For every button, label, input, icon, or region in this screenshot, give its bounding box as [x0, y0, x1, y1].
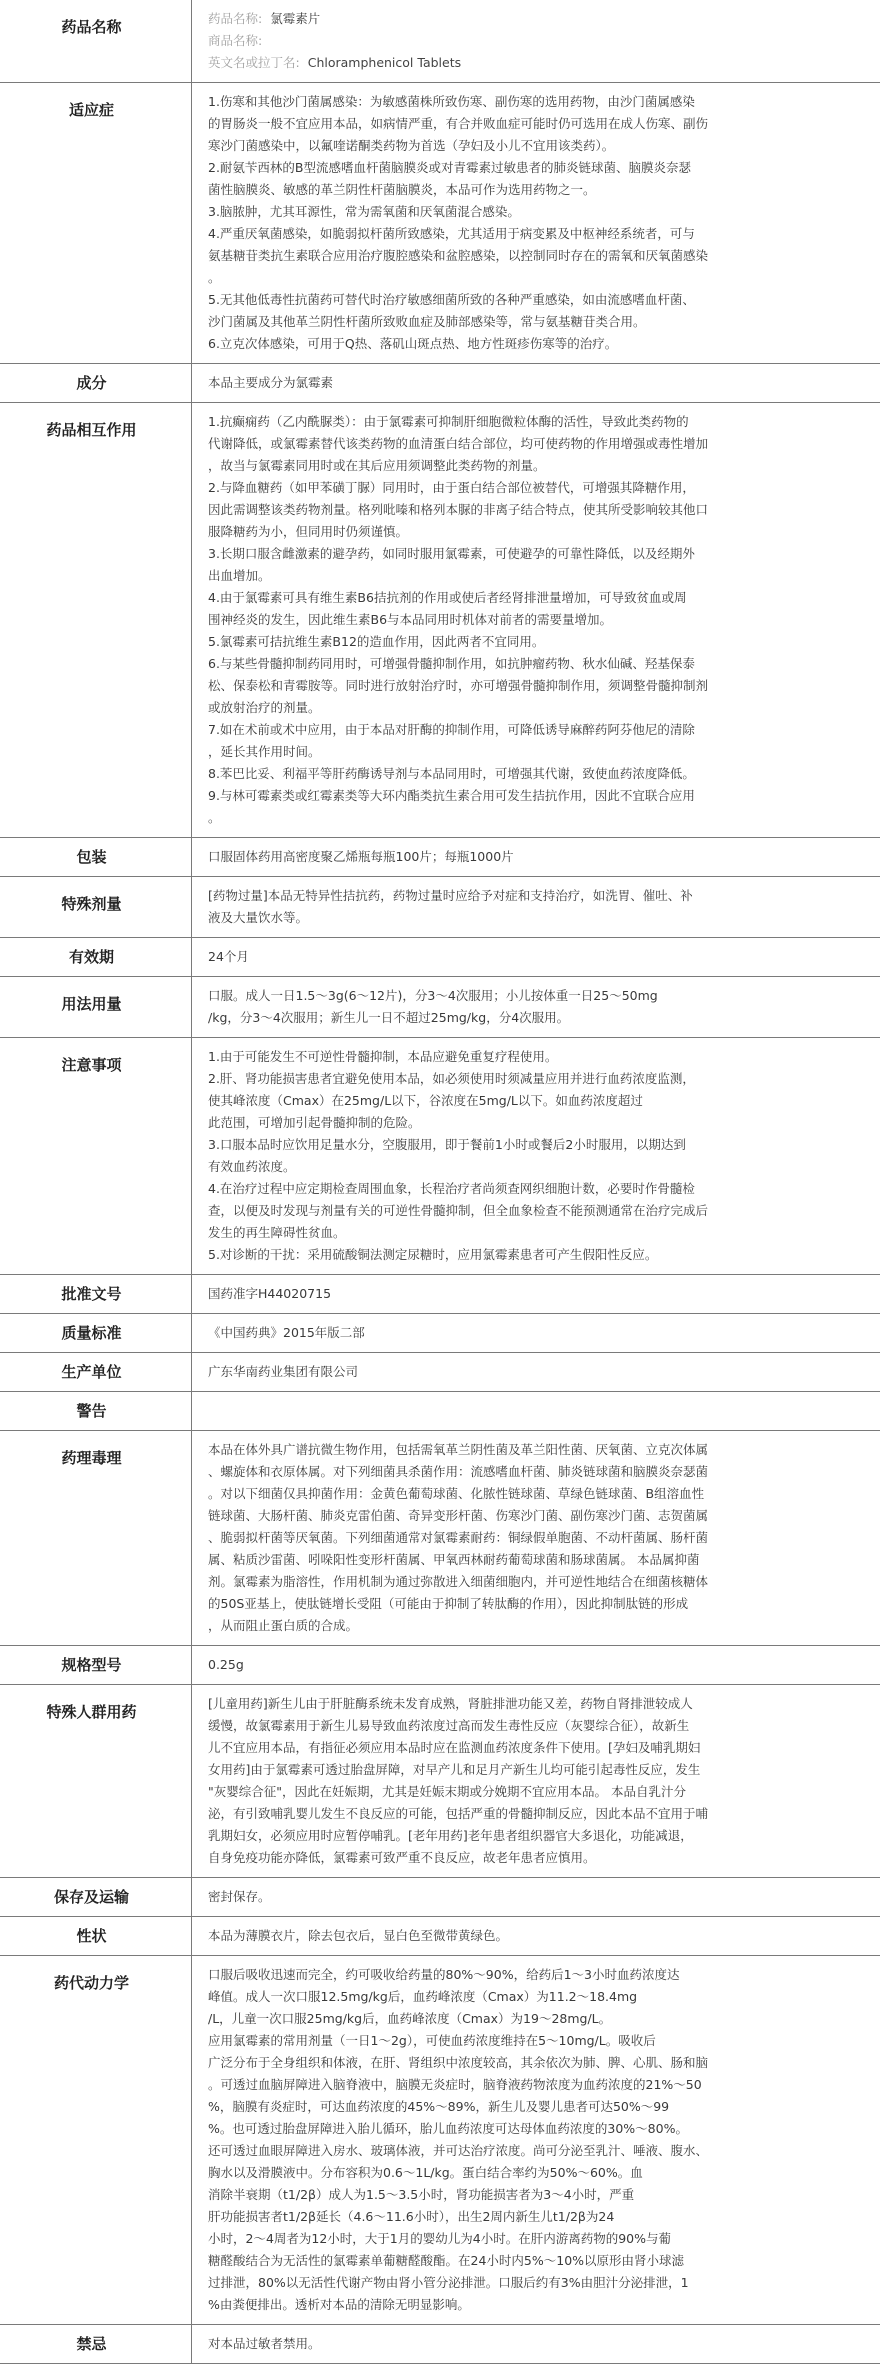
row-label: 药理毒理 — [0, 1431, 192, 1646]
text-line: 糖醛酸结合为无活性的氯霉素单葡糖醛酸酯。在24小时内5%～10%以原形由肾小球滤 — [208, 2250, 866, 2272]
row-value — [192, 1956, 880, 2325]
text-line: 应用氯霉素的常用剂量（一日1～2g），可使血药浓度维持在5～10mg/L。吸收后 — [208, 2030, 866, 2052]
text-line: 胸水以及滑膜液中。分布容积为0.6～1L/kg。蛋白结合率约为50%～60%。血 — [208, 2162, 866, 2184]
text-line: 女用药]由于氯霉素可透过胎盘屏障，对早产儿和足月产新生儿均可能引起毒性反应，发生 — [208, 1759, 866, 1781]
row-warning — [0, 1392, 880, 1431]
row-value — [192, 403, 880, 838]
text-line: 小时，2～4周者为12小时，大于1月的婴幼儿为4小时。在肝内游离药物的90%与葡 — [208, 2228, 866, 2250]
row-label: 生产单位 — [0, 1353, 192, 1392]
row-value — [192, 1392, 880, 1431]
text-line: 5.对诊断的干扰：采用硫酸铜法测定尿糖时，应用氯霉素患者可产生假阳性反应。 — [208, 1244, 866, 1266]
row-value: 口服固体药用高密度聚乙烯瓶每瓶100片；每瓶1000片 — [192, 838, 880, 877]
text-line: 缓慢，故氯霉素用于新生儿易导致血药浓度过高而发生毒性反应（灰婴综合征），故新生 — [208, 1715, 866, 1737]
text-line: 1.抗癫痫药（乙内酰脲类）：由于氯霉素可抑制肝细胞微粒体酶的活性，导致此类药物的 — [208, 411, 866, 433]
text-line: 肝功能损害者t1/2β延长（4.6～11.6小时），出生2周内新生儿t1/2β为24 — [208, 2206, 866, 2228]
row-value: 广东华南药业集团有限公司 — [192, 1353, 880, 1392]
row-label: 质量标准 — [0, 1314, 192, 1353]
row-package — [0, 838, 880, 877]
text-line: %。也可透过胎盘屏障进入胎儿循环，胎儿血药浓度可达母体血药浓度的30%～80%。 — [208, 2118, 866, 2140]
text-line: 有效血药浓度。 — [208, 1156, 866, 1178]
text-line: 。对以下细菌仅具抑菌作用：金黄色葡萄球菌、化脓性链球菌、草绿色链球菌、B组溶血性 — [208, 1483, 866, 1505]
row-special-population — [0, 1685, 880, 1878]
row-pharmacology — [0, 1431, 880, 1646]
row-manufacturer — [0, 1353, 880, 1392]
row-indication — [0, 83, 880, 364]
text-line: 5.无其他低毒性抗菌药可替代时治疗敏感细菌所致的各种严重感染，如由流感嗜血杆菌、 — [208, 289, 866, 311]
text-line: 使其峰浓度（Cmax）在25mg/L以下，谷浓度在5mg/L以下。如血药浓度超过 — [208, 1090, 866, 1112]
row-interactions — [0, 403, 880, 838]
text-line: 发生的再生障碍性贫血。 — [208, 1222, 866, 1244]
text-line: 链球菌、大肠杆菌、肺炎克雷伯菌、奇异变形杆菌、伤寒沙门菌、副伤寒沙门菌、志贺菌属 — [208, 1505, 866, 1527]
text-line: 8.苯巴比妥、利福平等肝药酶诱导剂与本品同用时，可增强其代谢，致使血药浓度降低。 — [208, 763, 866, 785]
text-line: 1.由于可能发生不可逆性骨髓抑制，本品应避免重复疗程使用。 — [208, 1046, 866, 1068]
row-properties — [0, 1917, 880, 1956]
text-line: 9.与林可霉素类或红霉素类等大环内酯类抗生素合用可发生拮抗作用，因此不宜联合应用 — [208, 785, 866, 807]
text-line: 属、粘质沙雷菌、吲哚阳性变形杆菌属、甲氧西林耐药葡萄球菌和肠球菌属。 本品属抑菌 — [208, 1549, 866, 1571]
row-label: 药代动力学 — [0, 1956, 192, 2325]
text-line: 。可透过血脑屏障进入脑脊液中，脑膜无炎症时，脑脊液药物浓度为血药浓度的21%～50 — [208, 2074, 866, 2096]
text-line: 或放射治疗的剂量。 — [208, 697, 866, 719]
text-line: 剂。氯霉素为脂溶性，作用机制为通过弥散进入细菌细胞内，并可逆性地结合在细菌核糖体 — [208, 1571, 866, 1593]
row-pharmacokinetics — [0, 1956, 880, 2325]
text-line: 氨基糖苷类抗生素联合应用治疗腹腔感染和盆腔感染，以控制同时存在的需氧和厌氧菌感染 — [208, 245, 866, 267]
text-line: ，延长其作用时间。 — [208, 741, 866, 763]
row-label: 警告 — [0, 1392, 192, 1431]
row-validity — [0, 938, 880, 977]
text-line: 、脆弱拟杆菌等厌氧菌。下列细菌通常对氯霉素耐药：铜绿假单胞菌、不动杆菌属、肠杆菌 — [208, 1527, 866, 1549]
text-line: 本品在体外具广谱抗微生物作用，包括需氧革兰阴性菌及革兰阳性菌、厌氧菌、立克次体属 — [208, 1439, 866, 1461]
text-line: 4.在治疗过程中应定期检查周围血象，长程治疗者尚须查网织细胞计数，必要时作骨髓检 — [208, 1178, 866, 1200]
row-label: 规格型号 — [0, 1646, 192, 1685]
row-value: 《中国药典》2015年版二部 — [192, 1314, 880, 1353]
text-line: 儿不宜应用本品，有指征必须应用本品时应在监测血药浓度条件下使用。[孕妇及哺乳期妇 — [208, 1737, 866, 1759]
row-label: 保存及运输 — [0, 1878, 192, 1917]
text-line: 服降糖药为小，但同用时仍须谨慎。 — [208, 521, 866, 543]
row-label: 特殊人群用药 — [0, 1685, 192, 1878]
text-line: 围神经炎的发生，因此维生素B6与本品同用时机体对前者的需要量增加。 — [208, 609, 866, 631]
text-line: 寒沙门菌感染中，以氟喹诺酮类药物为首选（孕妇及小儿不宜用该类药）。 — [208, 135, 866, 157]
text-line: 消除半衰期（t1/2β）成人为1.5～3.5小时，肾功能损害者为3～4小时，严重 — [208, 2184, 866, 2206]
text-line: 菌性脑膜炎、敏感的革兰阴性杆菌脑膜炎，本品可作为选用药物之一。 — [208, 179, 866, 201]
text-line: [药物过量]本品无特异性拮抗药，药物过量时应给予对症和支持治疗，如洗胃、催吐、补 — [208, 885, 866, 907]
text-line: 。 — [208, 807, 866, 829]
text-line: [儿童用药]新生儿由于肝脏酶系统未发育成熟，肾脏排泄功能又差，药物自肾排泄较成人 — [208, 1693, 866, 1715]
row-special-dosage — [0, 877, 880, 938]
text-line: %由粪便排出。透析对本品的清除无明显影响。 — [208, 2294, 866, 2316]
text-line: 松、保泰松和青霉胺等。同时进行放射治疗时，亦可增强骨髓抑制作用，须调整骨髓抑制剂 — [208, 675, 866, 697]
text-line: 过排泄，80%以无活性代谢产物由肾小管分泌排泄。口服后约有3%由胆汁分泌排泄，1 — [208, 2272, 866, 2294]
text-line: 7.如在术前或术中应用，由于本品对肝酶的抑制作用，可降低诱导麻醉药阿芬他尼的清除 — [208, 719, 866, 741]
row-specification — [0, 1646, 880, 1685]
text-line: 代谢降低，或氯霉素替代该类药物的血清蛋白结合部位，均可使药物的作用增强或毒性增加 — [208, 433, 866, 455]
text-line: %，脑膜有炎症时，可达血药浓度的45%～89%，新生儿及婴儿患者可达50%～99 — [208, 2096, 866, 2118]
row-contraindications — [0, 2325, 880, 2364]
text-line: 口服后吸收迅速而完全，约可吸收给药量的80%～90%，给药后1～3小时血药浓度达 — [208, 1964, 866, 1986]
row-label: 成分 — [0, 364, 192, 403]
text-line: 5.氯霉素可拮抗维生素B12的造血作用，因此两者不宜同用。 — [208, 631, 866, 653]
row-value: 24个月 — [192, 938, 880, 977]
row-drug-name — [0, 0, 880, 83]
text-line: 出血增加。 — [208, 565, 866, 587]
row-ingredients — [0, 364, 880, 403]
generic-name-value: 氯霉素片 — [270, 11, 320, 26]
row-label: 用法用量 — [0, 977, 192, 1038]
row-label: 性状 — [0, 1917, 192, 1956]
text-line: 乳期妇女，必须应用时应暂停哺乳。[老年用药]老年患者组织器官大多退化，功能减退， — [208, 1825, 866, 1847]
row-value: 国药准字H44020715 — [192, 1275, 880, 1314]
row-label: 适应症 — [0, 83, 192, 364]
trade-name-label: 商品名称: — [208, 33, 262, 48]
row-value — [192, 977, 880, 1038]
row-value: 密封保存。 — [192, 1878, 880, 1917]
row-storage — [0, 1878, 880, 1917]
row-value — [192, 83, 880, 364]
row-label: 有效期 — [0, 938, 192, 977]
text-line: 自身免疫功能亦降低，氯霉素可致严重不良反应，故老年患者应慎用。 — [208, 1847, 866, 1869]
text-line: 。 — [208, 267, 866, 289]
row-label: 包装 — [0, 838, 192, 877]
text-line: 口服。成人一日1.5～3g(6～12片)，分3～4次服用；小儿按体重一日25～50mg — [208, 985, 866, 1007]
row-label: 禁忌 — [0, 2325, 192, 2364]
text-line: 2.肝、肾功能损害患者宜避免使用本品，如必须使用时须减量应用并进行血药浓度监测， — [208, 1068, 866, 1090]
text-line: 沙门菌属及其他革兰阴性杆菌所致败血症及肺部感染等，常与氨基糖苷类合用。 — [208, 311, 866, 333]
text-line: 6.与某些骨髓抑制药同用时，可增强骨髓抑制作用，如抗肿瘤药物、秋水仙碱、羟基保泰 — [208, 653, 866, 675]
text-line: 峰值。成人一次口服12.5mg/kg后，血药峰浓度（Cmax）为11.2～18.4mg — [208, 1986, 866, 2008]
row-label: 特殊剂量 — [0, 877, 192, 938]
row-approval-number — [0, 1275, 880, 1314]
text-line: 2.与降血糖药（如甲苯磺丁脲）同用时，由于蛋白结合部位被替代，可增强其降糖作用， — [208, 477, 866, 499]
row-value — [192, 1685, 880, 1878]
text-line: 此范围，可增加引起骨髓抑制的危险。 — [208, 1112, 866, 1134]
row-value — [192, 1038, 880, 1275]
text-line: "灰婴综合征"，因此在妊娠期，尤其是妊娠末期或分娩期不宜应用本品。 本品自乳汁分 — [208, 1781, 866, 1803]
text-line: /L，儿童一次口服25mg/kg后，血药峰浓度（Cmax）为19～28mg/L。 — [208, 2008, 866, 2030]
row-label: 注意事项 — [0, 1038, 192, 1275]
row-quality-standard — [0, 1314, 880, 1353]
text-line: 液及大量饮水等。 — [208, 907, 866, 929]
text-line: /kg，分3～4次服用；新生儿一日不超过25mg/kg，分4次服用。 — [208, 1007, 866, 1029]
text-line: 1.伤寒和其他沙门菌属感染：为敏感菌株所致伤寒、副伤寒的选用药物，由沙门菌属感染 — [208, 91, 866, 113]
row-value: 本品主要成分为氯霉素 — [192, 364, 880, 403]
row-value: 对本品过敏者禁用。 — [192, 2325, 880, 2364]
text-line: 3.脑脓肿，尤其耳源性，常为需氧菌和厌氧菌混合感染。 — [208, 201, 866, 223]
text-line: 因此需调整该类药物剂量。格列吡嗪和格列本脲的非离子结合特点，使其所受影响较其他口 — [208, 499, 866, 521]
text-line: 泌，有引致哺乳婴儿发生不良反应的可能，包括严重的骨髓抑制反应，因此本品不宜用于哺 — [208, 1803, 866, 1825]
text-line: ，从而阻止蛋白质的合成。 — [208, 1615, 866, 1637]
row-precautions — [0, 1038, 880, 1275]
text-line: 还可透过血眼屏障进入房水、玻璃体液，并可达治疗浓度。尚可分泌至乳汁、唾液、腹水、 — [208, 2140, 866, 2162]
text-line: 3.口服本品时应饮用足量水分，空腹服用，即于餐前1小时或餐后2小时服用，以期达到 — [208, 1134, 866, 1156]
text-line: 4.严重厌氧菌感染，如脆弱拟杆菌所致感染，尤其适用于病变累及中枢神经系统者，可与 — [208, 223, 866, 245]
row-value — [192, 877, 880, 938]
english-name-label: 英文名或拉丁名: — [208, 55, 300, 70]
row-value: 0.25g — [192, 1646, 880, 1685]
text-line: 的50S亚基上，使肽链增长受阻（可能由于抑制了转肽酶的作用），因此抑制肽链的形成 — [208, 1593, 866, 1615]
text-line: 查，以便及时发现与剂量有关的可逆性骨髓抑制，但全血象检查不能预测通常在治疗完成后 — [208, 1200, 866, 1222]
text-line: 的胃肠炎一般不宜应用本品，如病情严重，有合并败血症可能时仍可选用在成人伤寒、副伤 — [208, 113, 866, 135]
row-label: 药品相互作用 — [0, 403, 192, 838]
text-line: 、螺旋体和衣原体属。对下列细菌具杀菌作用：流感嗜血杆菌、肺炎链球菌和脑膜炎奈瑟菌 — [208, 1461, 866, 1483]
text-line: ，故当与氯霉素同用时或在其后应用须调整此类药物的剂量。 — [208, 455, 866, 477]
row-value — [192, 1431, 880, 1646]
text-line: 2.耐氨苄西林的B型流感嗜血杆菌脑膜炎或对青霉素过敏患者的肺炎链球菌、脑膜炎奈瑟 — [208, 157, 866, 179]
text-line: 3.长期口服含雌激素的避孕药，如同时服用氯霉素，可使避孕的可靠性降低，以及经期外 — [208, 543, 866, 565]
text-line: 4.由于氯霉素可具有维生素B6拮抗剂的作用或使后者经肾排泄量增加，可导致贫血或周 — [208, 587, 866, 609]
text-line: 广泛分布于全身组织和体液，在肝、肾组织中浓度较高，其余依次为肺、脾、心肌、肠和脑 — [208, 2052, 866, 2074]
generic-name-label: 药品名称: — [208, 11, 262, 26]
row-value: 本品为薄膜衣片，除去包衣后，显白色至微带黄绿色。 — [192, 1917, 880, 1956]
english-name-value: Chloramphenicol Tablets — [308, 55, 461, 70]
row-value — [192, 0, 880, 83]
row-label: 批准文号 — [0, 1275, 192, 1314]
text-line: 6.立克次体感染，可用于Q热、落矶山斑点热、地方性斑疹伤寒等的治疗。 — [208, 333, 866, 355]
row-usage — [0, 977, 880, 1038]
row-label: 药品名称 — [0, 0, 192, 83]
